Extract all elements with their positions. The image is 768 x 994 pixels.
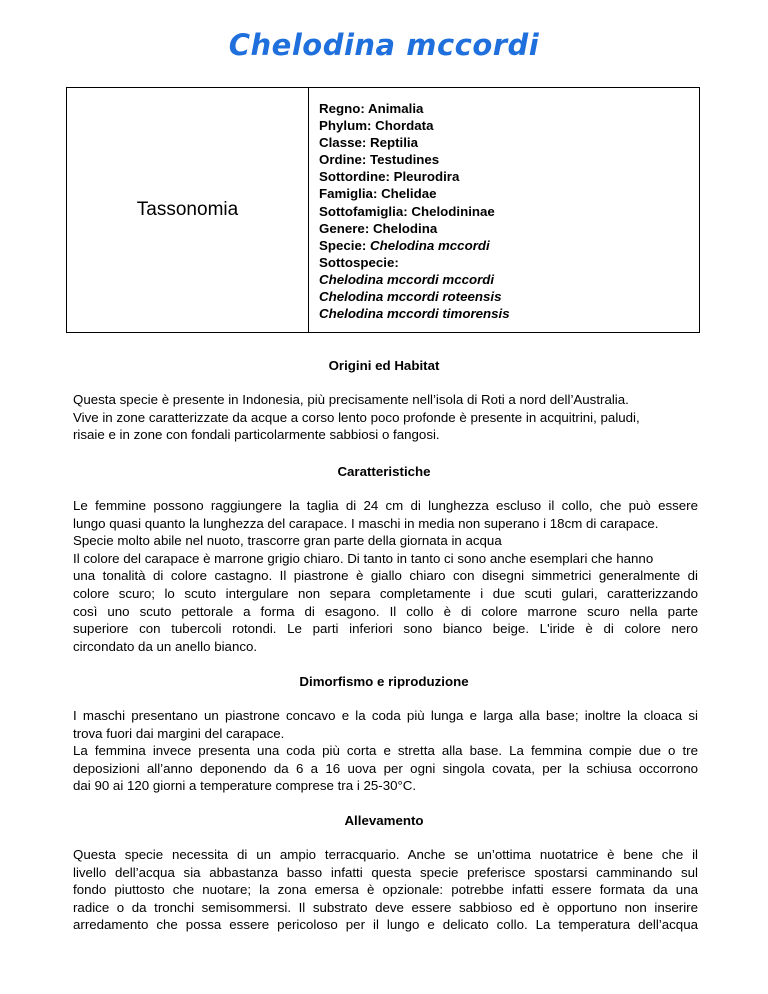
taxonomy-heading-cell xyxy=(67,88,309,332)
text-line: una tonalità di colore castagno. Il piastrone è giallo chiaro con disegni simmetrici generalmente di xyxy=(73,568,698,584)
text-line: La femmina invece presenta una coda più corta e stretta alla base. La femmina compie due o tre xyxy=(73,743,698,759)
text-line: fondo piuttosto che nuotare; la zona emersa è opzionale: potrebbe infatti essere formata da una xyxy=(73,882,698,898)
text-line: deposizioni all’anno deponendo da 6 a 16 uova per ogni singola covata, per la schiusa occorrono xyxy=(73,760,698,776)
taxonomy-specie-label: Specie: xyxy=(319,237,370,253)
paragraph-allevamento xyxy=(73,846,698,934)
taxonomy-specie xyxy=(319,237,510,254)
taxonomy-subspecies-2: Chelodina mccordi roteensis xyxy=(319,289,502,305)
taxonomy-specie-value: Chelodina mccordi xyxy=(370,237,490,253)
heading-caratteristiche: Caratteristiche xyxy=(337,464,431,479)
text-line: livello dell’acqua sia abbastanza basso infatti questa specie preferisce spostarsi camminando sul xyxy=(73,864,698,880)
taxonomy-regno: Regno: Animalia xyxy=(319,101,424,116)
taxonomy-phylum: Phylum: Chordata xyxy=(319,118,434,134)
text-line: circondato da un anello bianco. xyxy=(73,638,258,654)
text-line: dai 90 ai 120 giorni a temperature comprese tra i 25-30°C. xyxy=(73,778,417,794)
text-line: Le femmine possono raggiungere la taglia di 24 cm di lunghezza escluso il collo, che può essere xyxy=(73,498,698,513)
text-line: trova fuori dai margini del carapace. xyxy=(73,725,285,741)
paragraph-caratteristiche xyxy=(73,497,698,655)
text-line: arredamento che possa essere pericoloso per il lungo e delicato collo. La temperatura dell’acqua xyxy=(73,917,698,933)
text-line: così uno scuto pettorale a forma di esagono. Il collo è di colore marrone scuro nella parte xyxy=(73,603,698,619)
paragraph-origini xyxy=(73,391,698,444)
text-line: radice o da tronchi semisommersi. Il substrato deve essere sabbioso ed è opportuno non inserire xyxy=(73,899,698,915)
paragraph-dimorfismo xyxy=(73,707,698,795)
taxonomy-classe: Classe: Reptilia xyxy=(319,135,419,151)
taxonomy-heading: Tassonomia xyxy=(136,199,239,220)
text-line: Vive in zone caratterizzate da acque a corso lento poco profonde è presente in acquitrini, paludi, xyxy=(73,409,640,425)
taxonomy-list xyxy=(309,88,510,332)
taxonomy-sottofamiglia: Sottofamiglia: Chelodininae xyxy=(319,203,495,219)
text-line: Specie molto abile nel nuoto, trascorre gran parte della giornata in acqua xyxy=(73,533,502,549)
taxonomy-table xyxy=(66,87,700,333)
text-line: lungo quasi quanto la lunghezza del carapace. I maschi in media non superano i 18cm di carapace. xyxy=(73,515,659,531)
text-line: I maschi presentano un piastrone concavo e la coda più lunga e larga alla base; inoltre la cloaca si xyxy=(73,708,698,723)
page-title: Chelodina mccordi xyxy=(228,28,540,62)
text-line: Il colore del carapace è marrone grigio chiaro. Di tanto in tanto ci sono anche esemplari che hanno xyxy=(73,550,654,566)
taxonomy-ordine: Ordine: Testudines xyxy=(319,152,440,168)
taxonomy-sottospecie-label: Sottospecie: xyxy=(319,254,399,270)
taxonomy-famiglia: Famiglia: Chelidae xyxy=(319,186,437,202)
text-line: Questa specie è presente in Indonesia, più precisamente nell’isola di Roti a nord dell’Australia. xyxy=(73,392,629,407)
text-line: risaie e in zone con fondali particolarmente sabbiosi o fangosi. xyxy=(73,427,440,443)
heading-allevamento: Allevamento xyxy=(344,813,424,828)
taxonomy-subspecies-3: Chelodina mccordi timorensis xyxy=(319,306,510,322)
heading-dimorfismo: Dimorfismo e riproduzione xyxy=(299,674,469,689)
text-line: Questa specie necessita di un ampio terracquario. Anche se un’ottima nuotatrice è bene che il xyxy=(73,847,698,862)
taxonomy-genere: Genere: Chelodina xyxy=(319,220,438,236)
taxonomy-subspecies-1: Chelodina mccordi mccordi xyxy=(319,271,495,287)
taxonomy-sottordine: Sottordine: Pleurodira xyxy=(319,169,460,185)
text-line: superiore con tubercoli rotondi. Le parti inferiori sono bianco beige. L'iride è di colore nero xyxy=(73,621,698,637)
text-line: colore scuro; lo scuto intergulare non separa completamente i due scuti gulari, caratterizzando xyxy=(73,585,698,601)
heading-origini: Origini ed Habitat xyxy=(328,358,440,373)
